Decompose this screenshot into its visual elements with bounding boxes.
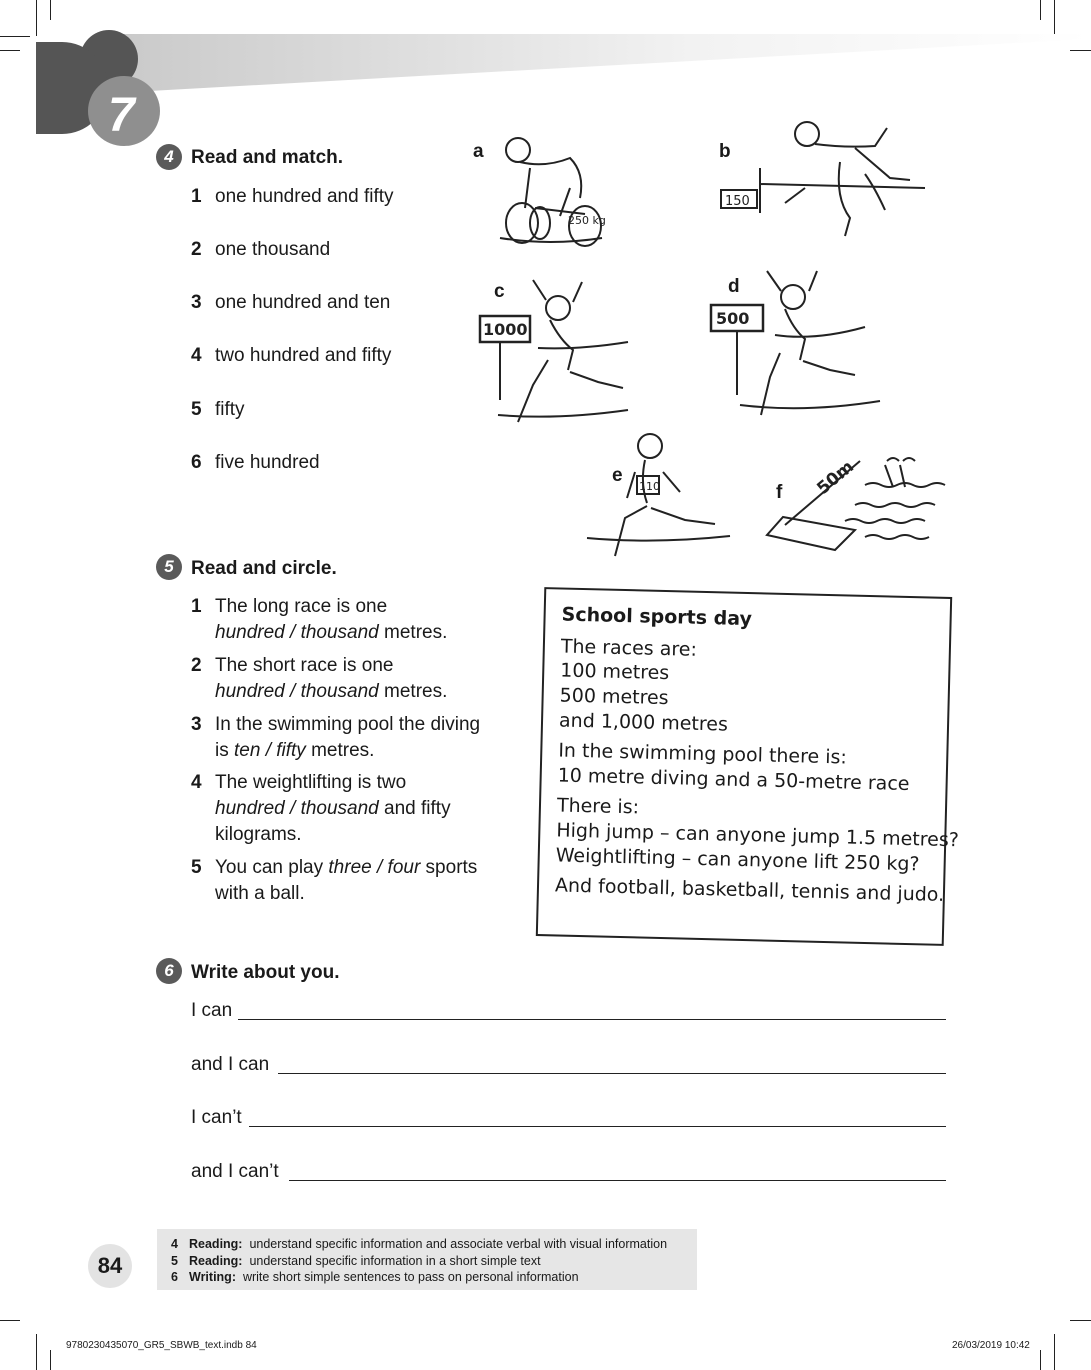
list-item: 4 The weightlifting is two hundred / thousand and fifty kilograms. [191,772,451,845]
sports-day-box [536,587,960,946]
bib-number: 110 [639,480,660,493]
weight-sign: 250 kg [568,214,606,227]
high-jump-illustration [715,118,930,243]
header-band [95,34,1091,94]
unit-number: 7 [108,89,135,142]
box-line: 500 metres [559,684,669,710]
crop-mark [0,50,20,51]
crop-mark [1070,1320,1091,1321]
weightlifter-illustration [490,128,610,250]
exercise-title: Read and match. [191,147,344,168]
write-prompt: and I can’t [191,1161,279,1182]
box-line: 100 metres [560,659,670,685]
picture-label-e: e [612,465,623,486]
crop-mark [0,1320,20,1321]
circle-option[interactable]: hundred / thousand [215,622,379,643]
exercise-number-badge: 5 [156,554,182,580]
box-line: There is: [556,794,640,819]
write-prompt: I can [191,1000,233,1021]
exercise-title: Read and circle. [191,558,337,579]
crop-mark [50,1350,51,1370]
write-line[interactable] [238,1019,946,1020]
picture-label-a: a [473,141,484,162]
page-number: 84 [88,1244,132,1288]
exercise-title: Write about you. [191,962,340,983]
pool-length-sign: 50m [813,456,858,499]
write-line[interactable] [289,1180,946,1181]
crop-mark [1070,50,1091,51]
box-line: High jump – can anyone jump 1.5 metres? [556,819,960,852]
box-line: In the swimming pool there is: [558,739,848,769]
distance-sign: 1000 [483,320,528,339]
circle-option[interactable]: hundred / thousand [215,798,379,819]
runner-illustration [585,428,735,573]
exercise-number-badge: 4 [156,144,182,170]
list-item: 1 one hundred and fifty [191,186,394,207]
crop-mark [1040,1350,1041,1370]
box-line: And football, basketball, tennis and judo. [554,874,945,906]
picture-label-b: b [719,141,731,162]
list-item: 6 five hundred [191,452,320,473]
file-slug: 9780230435070_GR5_SBWB_text.indb 84 [66,1340,257,1351]
list-item: 4 two hundred and fifty [191,345,392,366]
skill-note: 5 Reading: understand specific information in a short simple text [171,1254,541,1268]
list-item: 3 In the swimming pool the diving is ten / fifty metres. [191,714,481,761]
list-item: 5 You can play three / four sports with a ball. [191,857,478,904]
crop-mark [1054,0,1055,36]
exercise-number-badge: 6 [156,958,182,984]
runner-illustration [478,270,638,435]
runner-illustration [705,265,890,425]
circle-option[interactable]: hundred / thousand [215,681,379,702]
box-line: Weightlifting – can anyone lift 250 kg? [555,844,920,876]
box-title: School sports day [561,603,753,631]
list-item: 1 The long race is one hundred / thousand metres. [191,596,448,643]
list-item: 2 one thousand [191,239,331,260]
box-line: and 1,000 metres [558,709,729,736]
crop-mark [1040,0,1041,20]
height-sign: 150 [725,194,750,209]
list-item: 2 The short race is one hundred / thousand metres. [191,655,448,702]
skill-note: 4 Reading: understand specific information and associate verbal with visual information [171,1237,668,1251]
picture-label-c: c [494,281,505,302]
crop-mark [50,0,51,20]
skills-footer [157,1229,697,1290]
crop-mark [36,0,37,36]
crop-mark [36,1334,37,1370]
list-item: 5 fifty [191,399,245,420]
circle-option[interactable]: ten / fifty [234,740,306,761]
box-line: 10 metre diving and a 50-metre race [557,764,910,796]
crop-mark [1054,1334,1055,1370]
picture-label-f: f [776,482,783,503]
crop-mark [0,36,30,37]
skill-note: 6 Writing: write short simple sentences to pass on personal information [171,1270,579,1284]
write-line[interactable] [278,1073,946,1074]
picture-label-d: d [728,276,740,297]
swimming-pool-illustration [765,455,955,555]
write-line[interactable] [249,1126,946,1127]
distance-sign: 500 [716,309,750,328]
circle-option[interactable]: three / four [328,857,421,878]
list-item: 3 one hundred and ten [191,292,391,313]
write-prompt: and I can [191,1054,270,1075]
write-prompt: I can’t [191,1107,242,1128]
print-date: 26/03/2019 10:42 [952,1340,1030,1351]
box-line: The races are: [560,635,698,661]
